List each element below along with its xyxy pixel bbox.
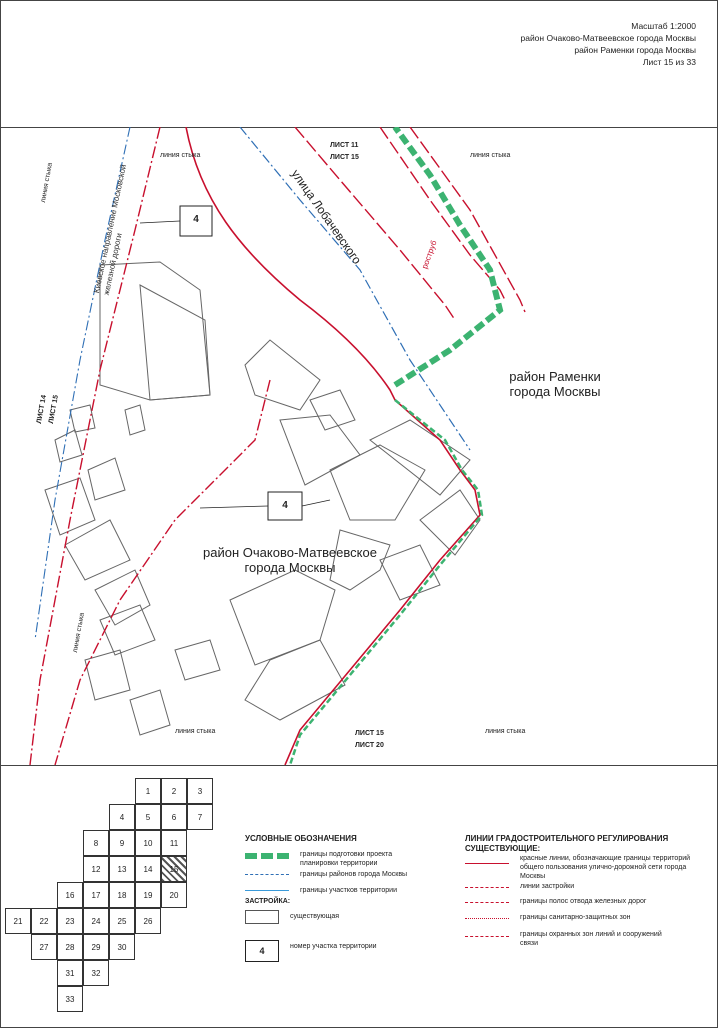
legend-building-lines: линии застройки (520, 883, 575, 890)
index-cell-33: 33 (57, 986, 83, 1012)
index-cell-21: 21 (5, 908, 31, 934)
building (140, 285, 210, 400)
sanitary-zone-swatch (465, 918, 509, 919)
index-cell-28: 28 (57, 934, 83, 960)
index-cell-31: 31 (57, 960, 83, 986)
red-line-swatch (465, 863, 509, 864)
legend-red-lines: красные линии, обозначающие границы территорий общего пользования улично-дорожной сети города Москвы (520, 855, 691, 880)
building (175, 640, 220, 680)
title-block (520, 20, 696, 68)
district-title-1: район Очаково-Матвеевское города Москвы (520, 33, 696, 43)
index-cell-25: 25 (109, 908, 135, 934)
building (70, 405, 95, 432)
legend-railway-strips: границы полос отвода железных дорог (520, 898, 647, 905)
district-label-line: города Москвы (509, 384, 601, 399)
building (280, 415, 360, 485)
red-line-street (295, 127, 455, 320)
sheet-label: ЛИСТ 15 (355, 730, 384, 737)
street-name-label: улица Лобачевского (288, 167, 365, 267)
plot-number-swatch: 4 (245, 940, 279, 962)
index-cell-9: 9 (109, 830, 135, 856)
legend-district-boundary: границы районов города Москвы (300, 871, 408, 878)
building-line-swatch (465, 887, 509, 888)
index-cell-23: 23 (57, 908, 83, 934)
legend-existing: существующая (290, 913, 340, 920)
index-cell-16: 16 (57, 882, 83, 908)
plot-number-top: 4 (193, 214, 199, 225)
index-cell-13: 13 (109, 856, 135, 882)
index-cell-17: 17 (83, 882, 109, 908)
project-boundary (395, 127, 500, 385)
joint-line-label: линия стыка (72, 612, 86, 654)
joint-line-label: линия стыка (470, 152, 511, 159)
district-label-ramenki (495, 369, 615, 399)
legend-protection-zones: границы охранных зон линий и сооружений связи (520, 931, 662, 947)
legend-project-boundary: границы подготовки проекта планировки территории (300, 851, 393, 867)
plot-leader-mid-2 (302, 500, 330, 506)
index-cell-20: 20 (161, 882, 187, 908)
project-boundary-swatch (245, 853, 289, 859)
district-label-line: район Раменки (509, 369, 601, 384)
index-cell-24: 24 (83, 908, 109, 934)
index-cell-2: 2 (161, 778, 187, 804)
scale-text: Масштаб 1:2000 (631, 21, 696, 31)
joint-line-label: линия стыка (160, 152, 201, 159)
district-title-2: район Раменки города Москвы (574, 45, 696, 55)
joint-line-label: линия стыка (175, 728, 216, 735)
index-cell-18: 18 (109, 882, 135, 908)
index-cell-7: 7 (187, 804, 213, 830)
index-cell-32: 32 (83, 960, 109, 986)
legend-plot-boundary: границы участков территории (300, 887, 397, 894)
sheet-label: ЛИСТ 15 (330, 154, 359, 161)
district-label-line: города Москвы (244, 560, 336, 575)
building (100, 262, 210, 400)
index-cell-12: 12 (83, 856, 109, 882)
building (420, 490, 480, 555)
building (310, 390, 355, 430)
building (88, 458, 125, 500)
legend-sanitary-zones: границы санитарно-защитных зон (520, 914, 631, 921)
legend-title: УСЛОВНЫЕ ОБОЗНАЧЕНИЯ (245, 834, 357, 843)
project-boundary-lower (290, 400, 482, 765)
index-cell-29: 29 (83, 934, 109, 960)
legend-plot-number: номер участка территории (290, 943, 377, 950)
district-label-line: район Очаково-Матвеевское (203, 545, 377, 560)
building (245, 340, 320, 410)
index-cell-14: 14 (135, 856, 161, 882)
joint-line-label: линия стыка (40, 162, 54, 204)
index-cell-30: 30 (109, 934, 135, 960)
index-cell-3: 3 (187, 778, 213, 804)
protection-zone-swatch (465, 936, 509, 937)
index-cell-8: 8 (83, 830, 109, 856)
building (230, 570, 335, 665)
index-cell-1: 1 (135, 778, 161, 804)
index-cell-5: 5 (135, 804, 161, 830)
index-cell-6: 6 (161, 804, 187, 830)
plot-boundary-swatch (245, 890, 289, 891)
legend-area (0, 766, 718, 1028)
existing-lines-title: СУЩЕСТВУЮЩИЕ: (465, 844, 541, 853)
sheet-label: ЛИСТ 14 (36, 394, 48, 425)
joint-line-label: линия стыка (485, 728, 526, 735)
railway-strip-swatch (465, 902, 509, 903)
railway-label: Киевское направление Московской железной дороги (92, 163, 129, 296)
buildings (45, 262, 480, 735)
index-cell-27: 27 (31, 934, 57, 960)
district-boundary-swatch (245, 874, 289, 875)
map-area (0, 127, 718, 765)
index-cell-10: 10 (135, 830, 161, 856)
index-cell-22: 22 (31, 908, 57, 934)
rostrub-label: роструб (420, 239, 439, 271)
existing-building-swatch (245, 910, 279, 924)
sheet-label: ЛИСТ 20 (355, 742, 384, 749)
buildings-title: ЗАСТРОЙКА: (245, 898, 291, 905)
index-cell-11: 11 (161, 830, 187, 856)
building (130, 690, 170, 735)
index-cell-26: 26 (135, 908, 161, 934)
plot-leader-mid (200, 506, 268, 508)
building (245, 640, 345, 720)
building (45, 478, 95, 535)
building (330, 445, 425, 520)
index-cell-15: 15 (161, 856, 187, 882)
index-cell-4: 4 (109, 804, 135, 830)
building (125, 405, 145, 435)
building (55, 430, 82, 462)
sheet-label: ЛИСТ 11 (330, 142, 359, 149)
sheet-label: ЛИСТ 15 (48, 394, 60, 425)
plot-number-mid: 4 (282, 500, 288, 511)
sheet-number: Лист 15 из 33 (642, 57, 696, 67)
sheet-index-grid (0, 766, 230, 1028)
index-cell-19: 19 (135, 882, 161, 908)
regulation-title: ЛИНИИ ГРАДОСТРОИТЕЛЬНОГО РЕГУЛИРОВАНИЯ (465, 834, 669, 843)
district-label-ochakovo (180, 545, 400, 575)
plot-leader-top (140, 221, 180, 223)
